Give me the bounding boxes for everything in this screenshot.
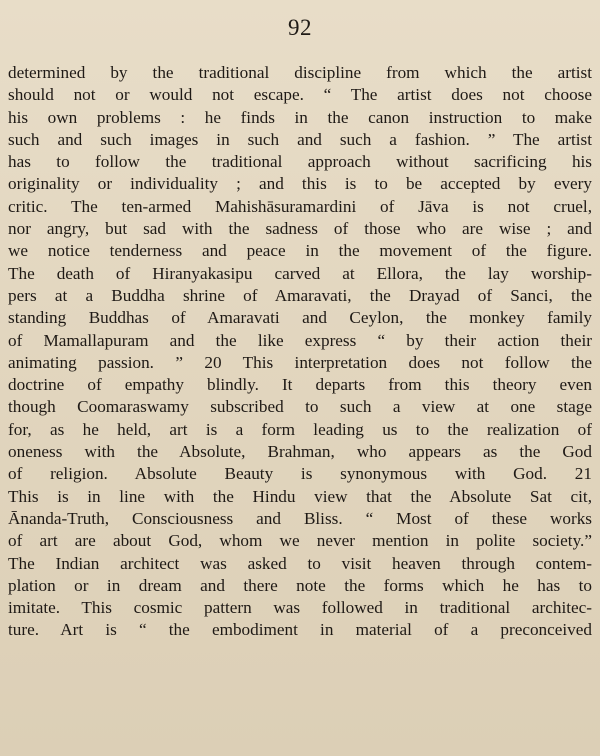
text-line: This is in line with the Hindu view that the Absolute Sat cit,: [8, 486, 592, 506]
text-line: standing Buddhas of Amaravati and Ceylon, the monkey family: [8, 308, 592, 328]
body-text: [8, 62, 592, 642]
text-line: of art are about God, whom we never mention in polite society.”: [8, 531, 592, 551]
text-line: pers at a Buddha shrine of Amaravati, the Drayad of Sanci, the: [8, 285, 592, 305]
text-line: animating passion. ” 20 This interpretation does not follow the: [8, 352, 592, 372]
page-number: 92: [288, 15, 312, 40]
text-line: Ānanda-Truth, Consciousness and Bliss. “ Most of these works: [8, 508, 592, 528]
text-line: critic. The ten-armed Mahishāsuramardini of Jāva is not cruel,: [8, 196, 592, 216]
text-line: of Mamallapuram and the like express “ by their action their: [8, 330, 592, 350]
text-line: his own problems : he finds in the canon instruction to make: [8, 107, 592, 127]
text-line: The death of Hiranyakasipu carved at Ellora, the lay worship-: [8, 263, 592, 283]
text-line: such and such images in such and such a fashion. ” The artist: [8, 129, 592, 149]
text-line: nor angry, but sad with the sadness of those who are wise ; and: [8, 219, 592, 239]
text-line: The Indian architect was asked to visit heaven through contem-: [8, 553, 592, 573]
text-line: has to follow the traditional approach without sacrificing his: [8, 152, 592, 172]
text-line: plation or in dream and there note the forms which he has to: [8, 575, 592, 595]
text-line: imitate. This cosmic pattern was followed in traditional architec-: [8, 598, 592, 618]
text-line: doctrine of empathy blindly. It departs from this theory even: [8, 375, 592, 395]
text-line: should not or would not escape. “ The artist does not choose: [8, 85, 592, 105]
text-line: oneness with the Absolute, Brahman, who appears as the God: [8, 442, 592, 462]
text-line: for, as he held, art is a form leading us to the realization of: [8, 419, 592, 439]
text-line: originality or individuality ; and this is to be accepted by every: [8, 174, 592, 194]
text-line: of religion. Absolute Beauty is synonymous with God. 21: [8, 464, 592, 484]
text-line: though Coomaraswamy subscribed to such a view at one stage: [8, 397, 592, 417]
text-line: determined by the traditional discipline from which the artist: [8, 63, 592, 82]
text-line: we notice tenderness and peace in the movement of the figure.: [8, 241, 592, 261]
text-line: ture. Art is “ the embodiment in material of a preconceived: [8, 620, 592, 640]
